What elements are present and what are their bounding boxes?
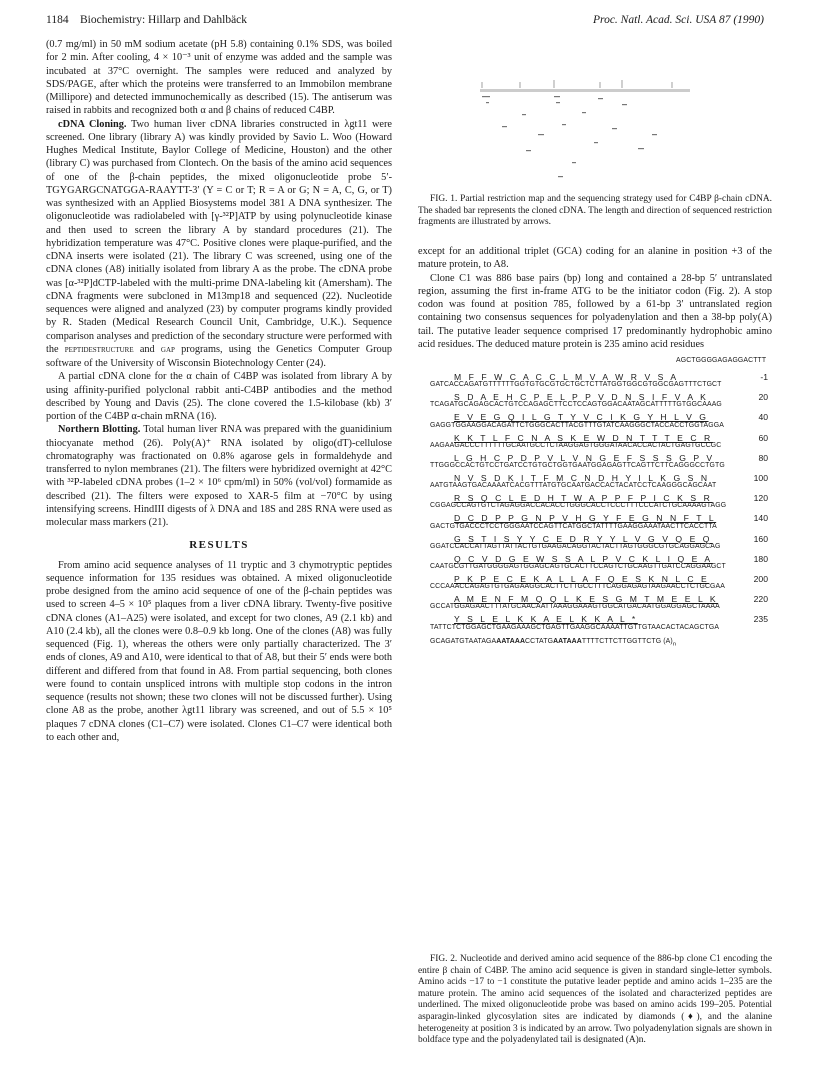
sequence-block	[430, 554, 772, 574]
nucleotide-line: GAGGTGGAAGGACAGATTCTGGGCACTTACGTTTGTATCAAGGGCTACCACCTGGTAGGA	[430, 421, 724, 429]
amino-acid-line: N V S D K I T F M C N D H Y I L K G S N	[454, 472, 710, 483]
nucleotide-line: TATTCTCTGGAGCTGAAGAAAGCTGAGTTGAAGGCAAAATTGTTGTAACACTACAGCTGA	[430, 623, 720, 631]
position-number: 40	[758, 412, 768, 423]
sequence-block	[430, 473, 772, 493]
sequence-block	[430, 453, 772, 473]
polyadenylation-signal: AATAAA	[496, 638, 526, 646]
right-column	[418, 245, 772, 351]
paragraph-right-1: except for an additional triplet (GCA) coding for an alanine in position +3 of the mature protein, to A8.	[418, 246, 772, 271]
nucleotide-line: TCAGATGCAGAGCACTGTCCAGAGCTTCCTCCAGTGGACAATAGCATTTTTGTGGCAAAG	[430, 401, 722, 409]
amino-acid-line: Q C V D G E W S S A L P V C K L I Q E A	[454, 553, 713, 564]
paragraph-cdna-cloning	[46, 118, 392, 371]
paragraph-northern	[46, 423, 392, 529]
amino-acid-line: Y S L E L K K A E L K K A L *	[454, 614, 638, 625]
poly-a-subscript: n	[672, 641, 677, 648]
nucleotide-line: AAGAAGACCCTTTTTTGCAATGCCTCTAAGGAGTGGGATAACACCACTACTGAGTGCCGC	[430, 441, 722, 449]
sequence-block	[430, 392, 772, 412]
cdna-heading: cDNA Cloning.	[58, 118, 127, 130]
nucleotide-line: GATCACCAGATGTTTTTTGGTGTGCGTGCTGCTCTTATGGTGGCGTGGCGAGTTTCTGCT	[430, 381, 722, 389]
sequence-5utr: AGCTGGGGAGAGGACTTT	[676, 357, 767, 364]
sequence-block	[430, 433, 772, 453]
journal-right: Proc. Natl. Acad. Sci. USA 87 (1990)	[593, 14, 764, 26]
sequence-block	[430, 372, 772, 392]
sequence-3utr	[430, 638, 772, 647]
amino-acid-line: R S Q C L E D H T W A P P F P I C K S R	[454, 493, 713, 504]
amino-acid-line: L G H C P D P V L V N G E F S S S G P V	[454, 452, 715, 463]
sequence-block	[430, 493, 772, 513]
amino-acid-line: G S T I S Y Y C E D R Y Y L V G V Q E Q	[454, 533, 713, 544]
sequence-block	[430, 614, 772, 634]
figure1-caption-text: FIG. 1. Partial restriction map and the sequencing strategy used for C4BP β-chain cDNA. The shaded bar represents the cloned cDNA. The length and direction of sequenced restriction fragments are illustrated by arrows.	[418, 194, 772, 228]
nucleotide-line: CCCAAACCAGAGTGTGAGAAGGCACTTCTTGCCTTTCAGGAGAGTAAGAACCTCTGCGAA	[430, 583, 725, 591]
northern-text: Total human liver RNA was prepared with the guanidinium thiocyanate method (26). Poly(A)⁺ RNA isolated by oligo(dT)-cellulose chromatography was fractionated on 0.8% agarose gels in formaldehyde and transferred to nylon membranes (21). The filters were hybridized overnight at 42°C with ³²P-labeled cDNA probes (1–2 × 10⁶ cpm/ml) in 50% (vol/vol) formamide as described (21). The filters were exposed to XAR-5 film at −70°C by using intensifying screens. HindIII digests of λ DNA and 18S and 28S RNA were used as molecular mass markers (21).	[46, 424, 393, 528]
northern-heading: Northern Blotting.	[58, 424, 141, 436]
figure2-caption-text: FIG. 2. Nucleotide and derived amino acid sequence of the 886-bp clone C1 encoding the entire β chain of C4BP. The amino acid sequence is given in standard single-letter symbols. Amino acids −17 to −1 constitute the putative leader peptide and amino acids 1–235 are the mature protein. The amino acid sequences of the isolated and characterized peptides are underlined. The mixed oligonucleotide probe was based on amino acids 199–205. Potential asparagin-linked glycosylation sites are indicated by diamonds (♦), and the alanine heterogeneity at position 3 is indicated by an arrow. Two polyadenylation signals are shown in boldface type and the polyadenylated tail is designated (A)n.	[418, 954, 772, 1046]
nucleotide-line: TTGGGCCACTGTCCTGATCCTGTGCTGGTGAATGGAGAGTTCAGTTCTTCAGGGCCTGTG	[430, 462, 725, 470]
program-name-1: peptidestructure	[64, 344, 134, 355]
cdna-text-c: programs, using the Genetics Computer Group software of the University of Wisconsin Biotechnology Center (24).	[46, 343, 393, 369]
paragraph-results-1: From amino acid sequence analyses of 11 tryptic and 3 chymotryptic peptides sequence information for 135 residues was obtained. A mixed oligonucleotide probe designed from the amino acid sequence of one of the β-chain peptides was used to screen 4–5 × 10⁵ plaques from a liver cDNA library. Twenty-five positive cDNA clones (A1–A25) were isolated, and except for two clones, A9 (2.1 kb) and A10 (2.4 kb), all the clones were 0.8–0.9 kb long. One of the clones (A8) was fully sequenced (Fig. 1), whereas the others were only partially characterized. The 3′ ends of clones, A9 and A10, were identical to that of A8, but their 5′ ends were both different and differed from that found in A8. From partial sequencing, both clones were found to contain unspliced introns with multiple stop codons in the intron sequence (results not shown; these two clones will not be discussed further). Using clone A8 as the probe, another λgt11 library was screened, and out of 5.5 × 10⁵ plaques 7 cDNA clones (C1–C7) were isolated. Clones C1–C7 were identical both to each other and,	[46, 559, 392, 743]
results-heading: RESULTS	[189, 539, 249, 552]
sequence-block	[430, 534, 772, 554]
figure1-restriction-map	[462, 78, 732, 190]
position-number: 140	[753, 513, 768, 524]
figure2-sequence	[430, 372, 772, 648]
paragraph-right-2: Clone C1 was 886 base pairs (bp) long and contained a 28-bp 5′ untranslated region, assuming the first in-frame ATG to be the initiator codon (Fig. 2). A stop codon was found at position 785, followed by a 61-bp 3′ untranslated region containing two consensus sequences for polyadenylation and then a 38-bp poly(A) tail. The putative leader sequence comprised 17 predominantly hydrophobic amino acid residues. The deduced mature protein is 235 amino acid residues	[418, 272, 772, 350]
position-number: 200	[753, 573, 768, 584]
amino-acid-line: K K T L F C N A S K E W D N T T T E C R	[454, 432, 713, 443]
figure2-caption	[418, 954, 772, 1047]
nucleotide-line: GACTGTGACCCTCCTGGGAATCCAGTTCATGGCTATTTTGAAGGAAATAACTTCACCTTA	[430, 522, 717, 530]
utr-segment: GCAGATGTAATAGA	[430, 638, 497, 646]
amino-acid-line: A M E N F M Q Q L K E S G M T M E E L K	[454, 594, 719, 605]
paragraph-methods-end: (0.7 mg/ml) in 50 mM sodium acetate (pH 5.8) containing 0.1% SDS, was boiled for 2 min. After cooling, 4 × 10⁻³ unit of enzyme was added and the sample was incubated at 37°C overnight. The samples were reduced and analyzed by SDS/PAGE, after which the proteins were transferred to an Immobilon membrane (Millipore) and detected immunochemically as described (15). The antiserum was raised in rabbits and recognized both α and β chains of reduced C4BP.	[46, 39, 392, 117]
cdna-text-b: and	[133, 343, 161, 355]
amino-acid-line: P K P E C E K A L L A F Q E S K N L C E	[454, 573, 710, 584]
position-number: 220	[753, 594, 768, 605]
amino-acid-line: D C D P P G N P V H G Y F E G N N F T L	[454, 513, 717, 524]
amino-acid-line: E V E G Q I L G T Y V C I K G Y H L V G	[454, 412, 709, 423]
utr-segment: TTTTCTTCTTGGTTCTG (A)	[581, 638, 673, 646]
position-number: 80	[758, 452, 768, 463]
sequence-block	[430, 574, 772, 594]
polyadenylation-signal: AATAAA	[553, 638, 582, 646]
position-number: 160	[753, 533, 768, 544]
journal-left: Biochemistry: Hillarp and Dahlbäck	[80, 14, 248, 26]
nucleotide-line: CGGAGCCAGTGTCTAGAGGACCACACCTGGGCACCTCCCTTTCCCATCTGCAAAAGTAGG	[430, 502, 727, 510]
left-column	[46, 38, 392, 744]
figure1-caption	[418, 194, 772, 229]
position-number: 235	[753, 614, 768, 625]
position-number: 20	[758, 392, 768, 403]
position-number: 180	[753, 553, 768, 564]
sequence-block	[430, 412, 772, 432]
utr-segment: CCTATG	[525, 638, 554, 646]
sequence-block	[430, 594, 772, 614]
sequence-block	[430, 513, 772, 533]
position-number: 120	[753, 493, 768, 504]
nucleotide-line: GGATCCACCATTAGTTATTACTGTGAAGACAGGTACTACTTAGTGGGCGTGCAGGAGCAG	[430, 542, 721, 550]
amino-acid-line: M F F W C A C C L M V A W R V S A	[454, 372, 679, 382]
running-header	[46, 14, 764, 32]
position-number: 60	[758, 432, 768, 443]
position-number: -1	[760, 372, 768, 382]
amino-acid-line: S D A E H C P E L P P V D N S I F V A K	[454, 392, 709, 403]
nucleotide-line: GCCATGGAGAACTTTATGCAACAATTAAAGGAAAGTGGCATGACAATGGAGGAGCTAAAA	[430, 603, 720, 611]
page-number: 1184	[46, 14, 69, 26]
cdna-text-a: Two human liver cDNA libraries constructed in λgt11 were screened. One library (library A) was kindly provided by Savio L. Woo (Howard Hughes Medical Institute, Baylor College of Medicine, Houston) and the other (library C) was purchased from Clontech. On the basis of the amino acid sequences of one of the β-chain peptides, the mixed oligonucleotide probe 5′-TGYGARGCNATGGA-RAAYTT-3′ (Y = C or T; R = A or G; N = A, C, G, or T) was synthesized with an Applied Biosystems model 381 A DNA synthesizer. The oligonucleotide was radiolabeled with [γ-³²P]ATP by using polynucleotide kinase and then used to screen the library A by standard procedures (21). The hybridization temperature was 47°C. Positive clones were plaque-purified, and the cDNA inserts were isolated (21). The library C was screened, using one of the cDNA clones (A8) initially isolated from library A as the probe. The cDNA probe was [α-³²P]dCTP-labeled with the multi-prime DNA-labeling kit (Amersham). The cDNA fragments were subcloned in M13mp18 and sequenced (22). Nucleotide sequences were aligned and analyzed (23) by computer programs kindly provided by R. Staden (Medical Research Council Unit, Cambridge, U.K.). Sequence comparison analyses and prediction of the secondary structure were performed with the	[46, 118, 392, 355]
nucleotide-line: CAATGCGTTGATGGGGAGTGGAGCAGTGCACTTCCAGTCTGCAAGTTGATCCAGGAAGCT	[430, 562, 726, 570]
program-name-2: gap	[160, 344, 175, 355]
position-number: 100	[753, 472, 768, 483]
nucleotide-line: AATGTAAGTGACAAAATCACGTTTATGTGCAATGACCACTACATCCTCAAGGGCAGCAAT	[430, 482, 717, 490]
paragraph-alpha-clone: A partial cDNA clone for the α chain of C4BP was isolated from library A by using affinity-purified polyclonal rabbit anti-C4BP antibodies and the method described by Young and Davis (25). The clone covered the 1.5-kilobase (kb) 3′ portion of the C4BP α-chain mRNA (16).	[46, 371, 392, 422]
